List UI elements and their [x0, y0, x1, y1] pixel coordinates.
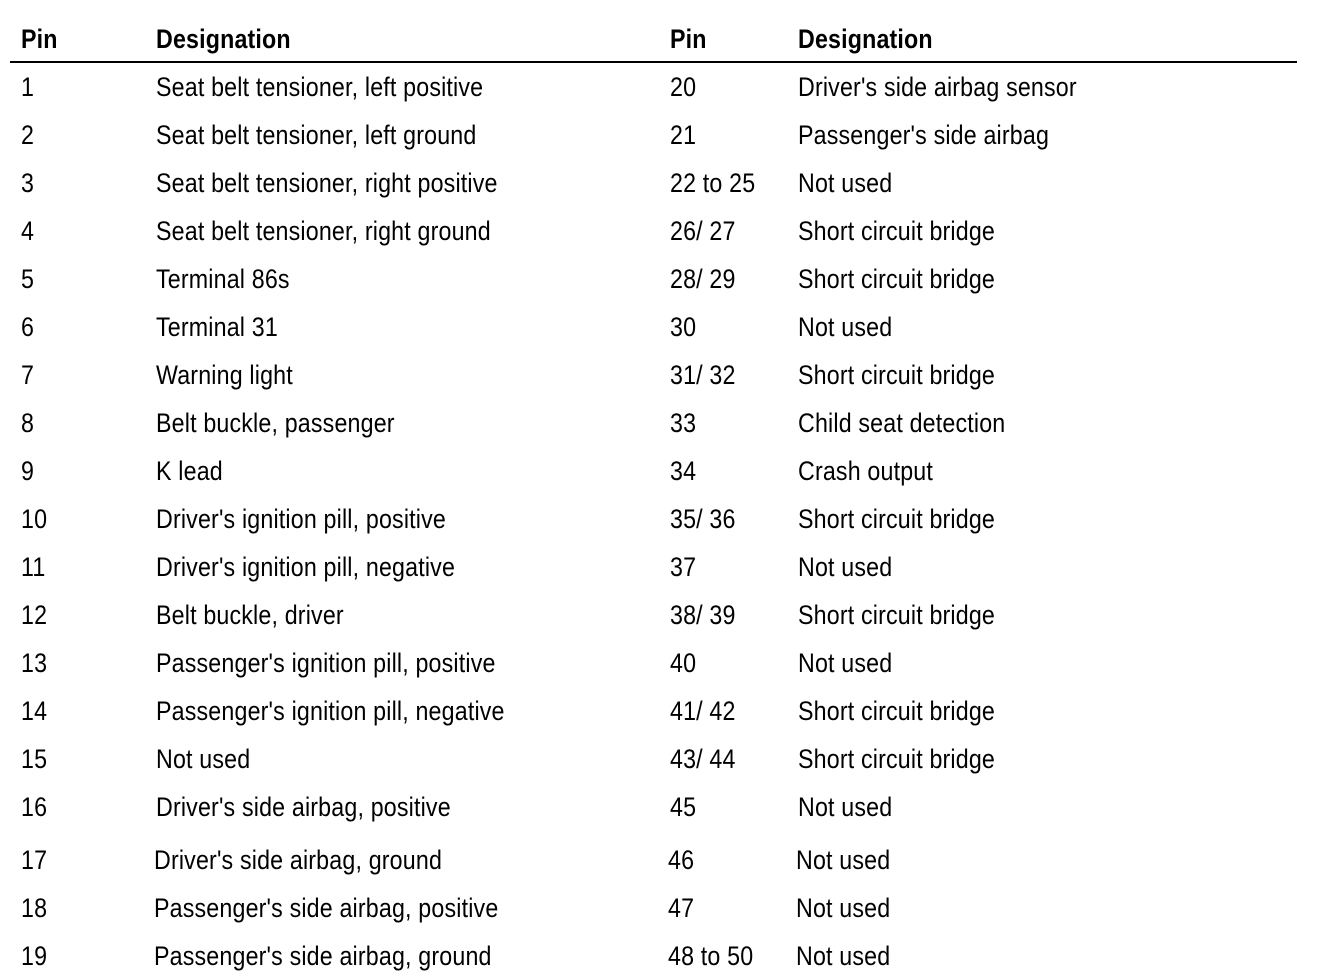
header-pin-left: Pin	[21, 24, 58, 54]
table-row	[0, 548, 1328, 588]
designation-right: Crash output	[798, 456, 934, 486]
pin-right: 41/ 42	[670, 696, 736, 726]
pin-left: 12	[21, 600, 48, 630]
designation-right: Not used	[796, 845, 891, 875]
table-row	[0, 164, 1328, 204]
table-row	[0, 212, 1328, 252]
pin-right: 28/ 29	[670, 264, 736, 294]
pin-right: 37	[670, 552, 697, 582]
designation-left: Belt buckle, passenger	[156, 408, 395, 438]
table-row	[0, 356, 1328, 396]
header-designation-right: Designation	[798, 24, 933, 54]
pin-left: 7	[21, 360, 35, 390]
designation-left: Warning light	[156, 360, 293, 390]
pin-right: 22 to 25	[670, 168, 756, 198]
pin-left: 8	[21, 408, 35, 438]
designation-left: Belt buckle, driver	[156, 600, 344, 630]
pin-right: 46	[668, 845, 695, 875]
pin-left: 10	[21, 504, 48, 534]
designation-left: Passenger's side airbag, ground	[154, 941, 492, 971]
designation-left: Driver's ignition pill, negative	[156, 552, 456, 582]
pin-right: 31/ 32	[670, 360, 736, 390]
pin-left: 1	[21, 72, 35, 102]
pin-right: 38/ 39	[670, 600, 736, 630]
pin-left: 13	[21, 648, 48, 678]
table-row	[0, 452, 1328, 492]
pin-left: 15	[21, 744, 48, 774]
pin-right: 43/ 44	[670, 744, 736, 774]
pin-left: 6	[21, 312, 35, 342]
pin-left: 14	[21, 696, 48, 726]
designation-left: Seat belt tensioner, left ground	[156, 120, 477, 150]
designation-right: Not used	[798, 792, 893, 822]
designation-right: Short circuit bridge	[798, 360, 996, 390]
designation-left: Passenger's side airbag, positive	[154, 893, 499, 923]
pin-right: 47	[668, 893, 695, 923]
pin-right: 33	[670, 408, 697, 438]
designation-left: Terminal 86s	[156, 264, 290, 294]
table-row	[0, 937, 1328, 977]
table-row	[0, 644, 1328, 684]
designation-left: Passenger's ignition pill, positive	[156, 648, 496, 678]
designation-right: Short circuit bridge	[798, 504, 996, 534]
designation-left: Not used	[156, 744, 251, 774]
table-row	[0, 308, 1328, 348]
pin-right: 45	[670, 792, 697, 822]
pin-left: 3	[21, 168, 35, 198]
table-row	[0, 740, 1328, 780]
designation-left: Seat belt tensioner, right positive	[156, 168, 498, 198]
designation-right: Not used	[798, 312, 893, 342]
pin-left: 5	[21, 264, 35, 294]
designation-right: Child seat detection	[798, 408, 1006, 438]
header-pin-right: Pin	[670, 24, 707, 54]
designation-right: Short circuit bridge	[798, 696, 996, 726]
designation-right: Short circuit bridge	[798, 600, 996, 630]
pin-left: 16	[21, 792, 48, 822]
pin-right: 26/ 27	[670, 216, 736, 246]
designation-left: Terminal 31	[156, 312, 278, 342]
table-row	[0, 260, 1328, 300]
pin-left: 17	[21, 845, 48, 875]
table-row	[0, 788, 1328, 828]
pin-right: 34	[670, 456, 697, 486]
designation-right: Not used	[798, 168, 893, 198]
designation-left: Driver's ignition pill, positive	[156, 504, 446, 534]
designation-left: Seat belt tensioner, left positive	[156, 72, 484, 102]
pin-left: 19	[21, 941, 48, 971]
table-row	[0, 116, 1328, 156]
designation-left: Driver's side airbag, positive	[156, 792, 451, 822]
designation-right: Not used	[796, 893, 891, 923]
pin-right: 20	[670, 72, 697, 102]
table-row	[0, 692, 1328, 732]
designation-right: Short circuit bridge	[798, 264, 996, 294]
pin-left: 18	[21, 893, 48, 923]
designation-right: Passenger's side airbag	[798, 120, 1050, 150]
pin-right: 48 to 50	[668, 941, 754, 971]
designation-left: Seat belt tensioner, right ground	[156, 216, 491, 246]
designation-left: Passenger's ignition pill, negative	[156, 696, 505, 726]
pin-right: 30	[670, 312, 697, 342]
designation-right: Not used	[796, 941, 891, 971]
designation-right: Not used	[798, 552, 893, 582]
pin-left: 2	[21, 120, 35, 150]
designation-left: K lead	[156, 456, 223, 486]
designation-left: Driver's side airbag, ground	[154, 845, 443, 875]
table-row	[0, 889, 1328, 929]
pin-right: 21	[670, 120, 697, 150]
header-designation-left: Designation	[156, 24, 291, 54]
table-row	[0, 404, 1328, 444]
pin-right: 35/ 36	[670, 504, 736, 534]
table-row	[0, 596, 1328, 636]
table-row	[0, 841, 1328, 881]
pin-right: 40	[670, 648, 697, 678]
table-row	[0, 68, 1328, 108]
designation-right: Not used	[798, 648, 893, 678]
pin-left: 9	[21, 456, 35, 486]
pin-left: 4	[21, 216, 35, 246]
designation-right: Driver's side airbag sensor	[798, 72, 1077, 102]
designation-right: Short circuit bridge	[798, 744, 996, 774]
table-row	[0, 500, 1328, 540]
pin-left: 11	[21, 552, 46, 582]
designation-right: Short circuit bridge	[798, 216, 996, 246]
